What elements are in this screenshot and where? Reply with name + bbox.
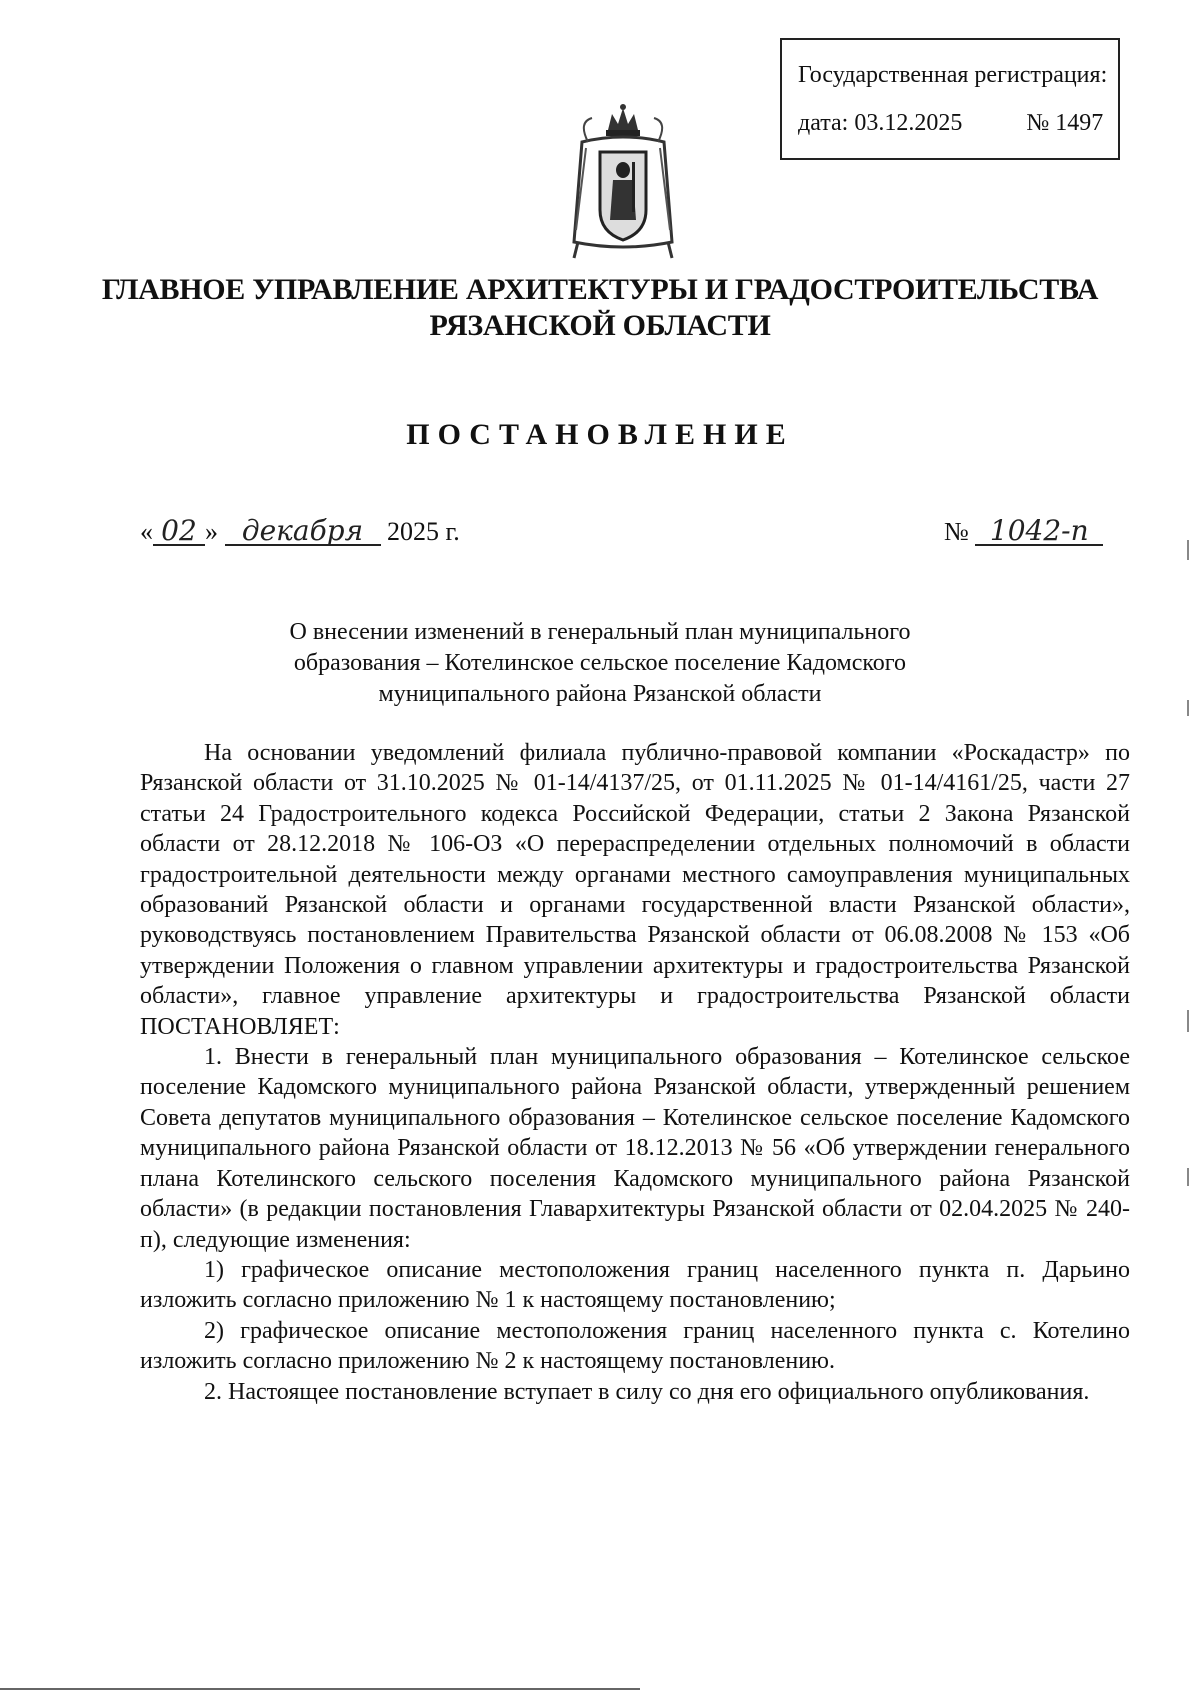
number-prefix: № (944, 517, 969, 546)
scan-margin-mark (1187, 1168, 1189, 1186)
quote-close: » (205, 517, 218, 546)
item-1-1-paragraph: 1) графическое описание местоположения границ населенного пункта п. Дарьино изложить согласно приложению № 1 к настоящему постановлению; (140, 1256, 1130, 1314)
scan-margin-mark (1187, 540, 1189, 560)
item-1-2-paragraph: 2) графическое описание местоположения границ населенного пункта с. Котелино изложить согласно приложению № 2 к настоящему постановлению. (140, 1317, 1130, 1375)
item-2-paragraph: 2. Настоящее постановление вступает в силу со дня его официального опубликования. (204, 1378, 1090, 1405)
issue-year: 2025 г. (387, 517, 460, 546)
issue-number (944, 514, 1103, 547)
agency-name-line1: ГЛАВНОЕ УПРАВЛЕНИЕ АРХИТЕКТУРЫ И ГРАДОСТРОИТЕЛЬСТВА (101, 273, 1099, 306)
scan-bottom-edge (0, 1688, 640, 1690)
registration-stamp (780, 38, 1120, 160)
agency-name (0, 272, 1200, 344)
registration-title: Государственная регистрация: (798, 62, 1108, 88)
handwritten-month: декабря (225, 518, 381, 546)
handwritten-number: 1042-п (975, 518, 1103, 546)
quote-open: « (140, 517, 153, 546)
agency-name-line2: РЯЗАНСКОЙ ОБЛАСТИ (429, 309, 771, 342)
issue-date (140, 514, 460, 547)
document-body (140, 738, 1130, 1407)
registration-date: дата: 03.12.2025 (798, 110, 963, 136)
subject-line2: образования – Котелинское сельское поселение Кадомского (293, 650, 907, 676)
registration-details (798, 108, 1118, 138)
subject-line1: О внесении изменений в генеральный план муниципального (289, 619, 911, 645)
handwritten-day: 02 (153, 518, 205, 546)
coat-of-arms-emblem (568, 102, 678, 262)
scan-margin-mark (1187, 700, 1189, 716)
document-subject (180, 617, 1020, 710)
document-type: ПОСТАНОВЛЕНИЕ (406, 418, 794, 451)
registration-number: № 1497 (1026, 110, 1104, 136)
item-1-paragraph: 1. Внести в генеральный план муниципального образования – Котелинское сельское поселение Кадомского муниципального района Рязанской области, утвержденный решением Совета депутатов муниципального образования – Котелинское сельское поселение Кадомского муниципального района Рязанской области от 18.12.2013 № 56 «Об утверждении генерального плана Котелинского сельского поселения Кадомского муниципального района Рязанской области» (в редакции постановления Главархитектуры Рязанской области от 02.04.2025 № 240-п), следующие изменения: (140, 1044, 1130, 1253)
preamble-paragraph: На основании уведомлений филиала публично-правовой компании «Роскадастр» по Рязанской области от 31.10.2025 № 01-14/4137/25, от 01.11.2025 № 01-14/4161/25, части 27 статьи 24 Градостроительного кодекса Российской Федерации, статьи 2 Закона Рязанской области от 28.12.2018 № 106-ОЗ «О перераспределении отдельных полномочий в области градостроительной деятельности между органами местного самоуправления муниципальных образований Рязанской области и органами государственной власти Рязанской области», руководствуясь постановлением Правительства Рязанской области от 06.08.2008 № 153 «Об утверждении Положения о главном управлении архитектуры и градостроительства Рязанской области», главное управление архитектуры и градостроительства Рязанской области ПОСТАНОВЛЯЕТ: (140, 740, 1130, 1040)
scan-margin-mark (1187, 1010, 1189, 1032)
subject-line3: муниципального района Рязанской области (378, 681, 822, 707)
